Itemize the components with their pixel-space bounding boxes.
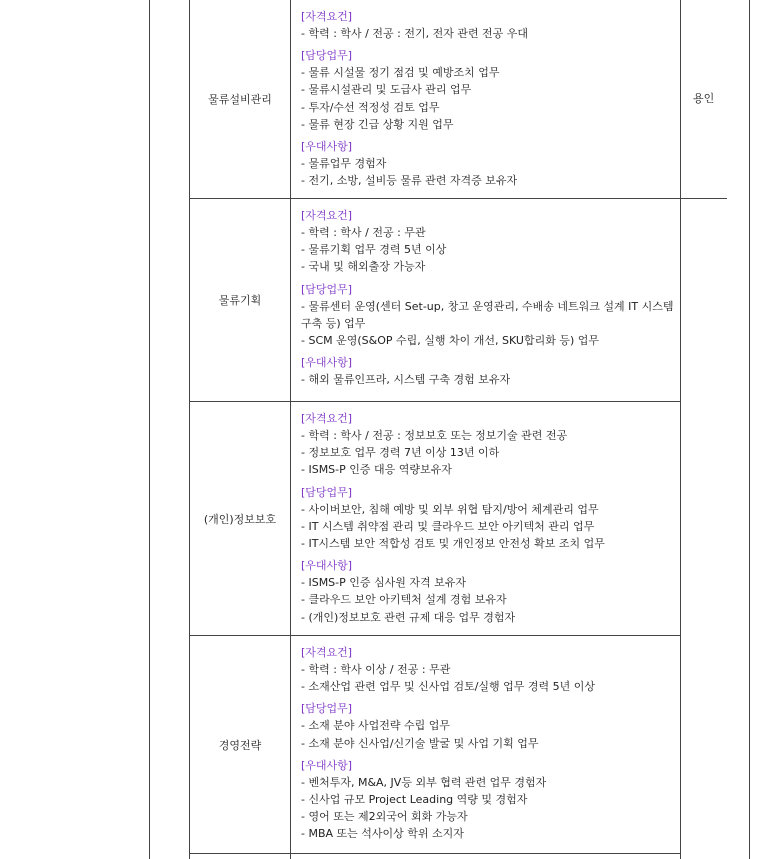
table-border-left (149, 0, 150, 859)
section-title: [담당업무] (301, 49, 353, 63)
list-item: - (개인)정보보호 관련 규제 대응 업무 경험자 (301, 610, 516, 624)
requirements-section (301, 207, 676, 276)
list-item: - IT 시스템 취약점 관리 및 클라우드 보안 아키텍처 관리 업무 (301, 519, 595, 533)
section-title: [자격요건] (301, 646, 353, 659)
list-item: - ISMS-P 인증 대응 역량보유자 (301, 463, 452, 477)
job-title: 물류기획 (218, 294, 262, 307)
preferred-section (301, 557, 676, 626)
list-item: - 정보보호 업무 경력 7년 이상 13년 이하 (301, 446, 500, 460)
section-title: [자격요건] (301, 209, 353, 222)
section-title: [우대사항] (301, 356, 353, 370)
list-item: - MBA 또는 석사이상 학위 소지자 (301, 827, 464, 841)
table-row (190, 402, 680, 635)
list-item: - 투자/수선 적정성 검토 업무 (301, 100, 440, 114)
list-item: - 물류시설관리 및 도급사 관리 업무 (301, 83, 472, 97)
section-title: [담당업무] (301, 485, 353, 499)
requirements-section (301, 8, 676, 42)
list-item: - 영어 또는 제2외국어 회화 가능자 (301, 810, 468, 824)
job-title: (개인)정보보호 (203, 512, 277, 526)
list-item: - 학력 : 학사 / 전공 : 전기, 전자 관련 전공 우대 (301, 27, 529, 40)
list-item: - 신사업 규모 Project Leading 역량 및 경험자 (301, 793, 528, 807)
list-item: - IT시스템 보안 적합성 검토 및 개인정보 안전성 확보 조치 업무 (301, 537, 605, 551)
section-title: [우대사항] (301, 140, 353, 154)
list-item: - ISMS-P 인증 심사원 자격 보유자 (301, 576, 467, 590)
table-border-right (749, 0, 750, 859)
list-item: - 물류 현장 긴급 상황 지원 업무 (301, 117, 454, 131)
row-divider (680, 198, 727, 199)
job-detail (301, 8, 676, 194)
job-title: 경영전략 (218, 738, 262, 752)
list-item: - 소재산업 관련 업무 및 신사업 검토/실행 업무 경력 5년 이상 (301, 680, 596, 694)
duties-section (301, 484, 676, 553)
job-title: 물류설비관리 (208, 93, 272, 106)
section-title: [자격요건] (301, 412, 353, 425)
table-border-detail-right (680, 0, 681, 859)
preferred-section (301, 354, 676, 388)
section-title: [자격요건] (301, 10, 353, 23)
list-item: - 벤처투자, M&A, JV등 외부 협력 관련 업무 경험자 (301, 775, 547, 789)
list-item: - 클라우드 보안 아키텍처 설계 경험 보유자 (301, 593, 507, 607)
job-detail (301, 644, 676, 848)
list-item: - 국내 및 해외출장 가능자 (301, 260, 426, 274)
job-detail (301, 410, 676, 631)
preferred-section (301, 757, 676, 843)
duties-section (301, 700, 676, 751)
preferred-section (301, 138, 676, 189)
list-item: - 소재 분야 사업전략 수립 업무 (301, 719, 450, 733)
list-item: - 물류 시설물 정기 점검 및 예방조치 업무 (301, 66, 500, 80)
list-item: - 사이버보안, 침해 예방 및 외부 위협 탐지/방어 체계관리 업무 (301, 502, 599, 516)
list-item: - 학력 : 학사 / 전공 : 무관 (301, 226, 426, 239)
list-item: - 물류센터 운영(센터 Set-up, 창고 운영관리, 수배송 네트워크 설계 IT 시스템 구축 등) 업무 (301, 299, 674, 330)
list-item: - 해외 물류인프라, 시스템 구축 경험 보유자 (301, 373, 511, 387)
list-item: - 물류기획 업무 경력 5년 이상 (301, 243, 447, 257)
table-row (190, 0, 680, 198)
section-title: [우대사항] (301, 758, 353, 772)
list-item: - 학력 : 학사 / 전공 : 정보보호 또는 정보기술 관련 전공 (301, 429, 568, 442)
list-item: - 학력 : 학사 이상 / 전공 : 무관 (301, 663, 451, 676)
list-item: - 물류업무 경험자 (301, 157, 387, 171)
duties-section (301, 47, 676, 133)
requirements-section (301, 644, 676, 695)
table-row (190, 636, 680, 853)
section-title: [담당업무] (301, 282, 353, 296)
list-item: - 전기, 소방, 설비등 물류 관련 자격증 보유자 (301, 174, 518, 188)
section-title: [우대사항] (301, 559, 353, 573)
table-row (190, 199, 680, 401)
list-item: - SCM 운영(S&OP 수립, 실행 차이 개선, SKU합리화 등) 업무 (301, 334, 599, 348)
list-item: - 소재 분야 신사업/신기술 발굴 및 사업 기획 업무 (301, 736, 539, 750)
job-location: 용인 (693, 92, 715, 105)
job-detail (301, 207, 676, 393)
requirements-section (301, 410, 676, 479)
row-divider (190, 853, 680, 854)
duties-section (301, 281, 676, 350)
section-title: [담당업무] (301, 702, 353, 716)
